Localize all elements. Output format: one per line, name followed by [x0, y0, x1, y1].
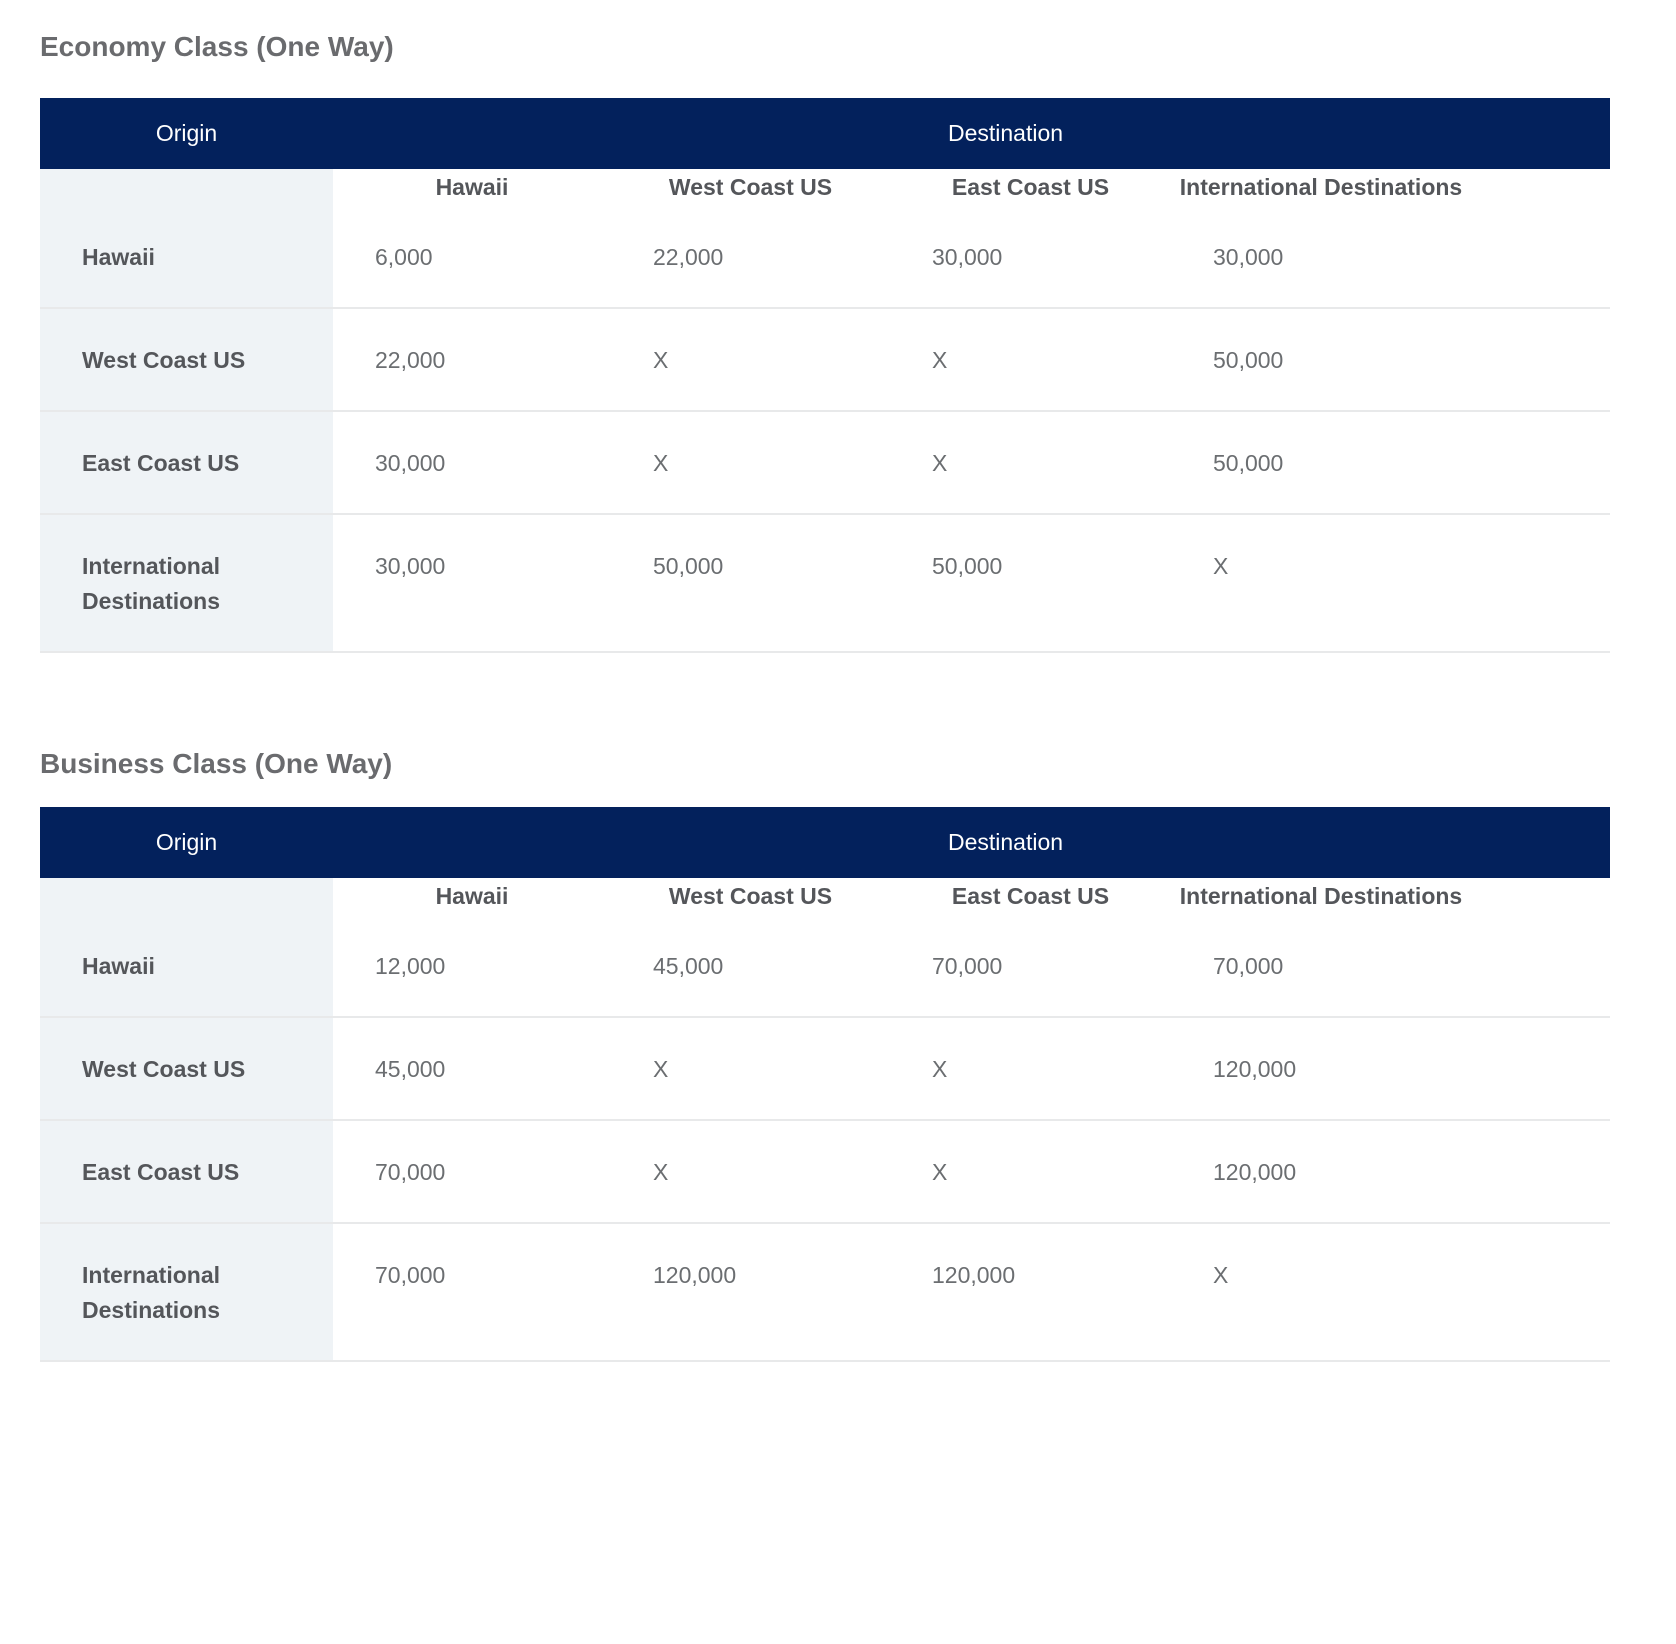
- award-value-cell: 120,000: [611, 1223, 890, 1361]
- column-header-west-coast-us: West Coast US: [668, 174, 833, 200]
- award-value-cell: 6,000: [333, 206, 611, 308]
- table-row: [40, 514, 1610, 652]
- award-value-cell: 50,000: [890, 514, 1171, 652]
- award-value-cell: 120,000: [890, 1223, 1171, 1361]
- award-value-cell: 22,000: [333, 308, 611, 411]
- award-value-cell: 12,000: [333, 915, 611, 1017]
- table-row: [40, 1120, 1610, 1223]
- business-class-table: [40, 807, 1610, 1362]
- destination-header-cell: Destination: [333, 98, 1610, 169]
- award-value-cell: X: [1171, 1223, 1471, 1361]
- spacer-cell: [1471, 1120, 1610, 1223]
- row-label-hawaii: Hawaii: [40, 206, 333, 308]
- spacer-cell: [1471, 878, 1610, 915]
- row-label-east-coast-us: East Coast US: [40, 1120, 333, 1223]
- award-value-cell: 50,000: [611, 514, 890, 652]
- spacer-cell: [1471, 308, 1610, 411]
- row-label-international: International Destinations: [40, 514, 333, 652]
- origin-header-cell: Origin: [40, 807, 333, 878]
- origin-column-spacer: [40, 169, 333, 206]
- row-label-east-coast-us: East Coast US: [40, 411, 333, 514]
- award-value-cell: 22,000: [611, 206, 890, 308]
- row-label-west-coast-us: West Coast US: [40, 308, 333, 411]
- economy-table-title: Economy Class (One Way): [40, 31, 394, 62]
- award-value-cell: 30,000: [1171, 206, 1471, 308]
- award-value-cell: X: [611, 411, 890, 514]
- table-row: [40, 411, 1610, 514]
- spacer-cell: [1471, 1223, 1610, 1361]
- row-label-hawaii: Hawaii: [40, 915, 333, 1017]
- spacer-cell: [1471, 411, 1610, 514]
- row-label-west-coast-us: West Coast US: [40, 1017, 333, 1120]
- column-header-west-coast-us: West Coast US: [668, 883, 833, 909]
- award-value-cell: X: [890, 1120, 1171, 1223]
- award-charts-page: [0, 30, 1676, 1412]
- award-value-cell: 70,000: [333, 1120, 611, 1223]
- award-value-cell: 45,000: [611, 915, 890, 1017]
- award-value-cell: 120,000: [1171, 1017, 1471, 1120]
- table-row: [40, 915, 1610, 1017]
- award-value-cell: X: [890, 308, 1171, 411]
- award-value-cell: X: [611, 1017, 890, 1120]
- spacer-cell: [1471, 1017, 1610, 1120]
- column-header-international: International Destinations: [1179, 883, 1463, 909]
- spacer-cell: [1471, 169, 1610, 206]
- award-value-cell: 70,000: [1171, 915, 1471, 1017]
- column-header-hawaii: Hawaii: [435, 883, 509, 909]
- column-header-east-coast-us: East Coast US: [951, 174, 1110, 200]
- origin-column-spacer: [40, 878, 333, 915]
- award-value-cell: 30,000: [333, 514, 611, 652]
- spacer-cell: [1471, 915, 1610, 1017]
- column-header-row: [40, 878, 1610, 915]
- column-header-international: International Destinations: [1179, 174, 1463, 200]
- spacer-cell: [1471, 206, 1610, 308]
- table-row: [40, 308, 1610, 411]
- table-row: [40, 1017, 1610, 1120]
- award-value-cell: X: [1171, 514, 1471, 652]
- award-value-cell: 120,000: [1171, 1120, 1471, 1223]
- spacer-cell: [1471, 514, 1610, 652]
- award-value-cell: 50,000: [1171, 411, 1471, 514]
- award-value-cell: X: [890, 411, 1171, 514]
- award-value-cell: 30,000: [890, 206, 1171, 308]
- column-header-row: [40, 169, 1610, 206]
- table-row: [40, 1223, 1610, 1361]
- award-value-cell: 45,000: [333, 1017, 611, 1120]
- business-table-title: Business Class (One Way): [40, 748, 393, 779]
- economy-class-table: [40, 98, 1610, 653]
- award-value-cell: 50,000: [1171, 308, 1471, 411]
- table-header-bar: [40, 807, 1610, 878]
- destination-header-cell: Destination: [333, 807, 1610, 878]
- row-label-international: International Destinations: [40, 1223, 333, 1361]
- award-value-cell: X: [611, 1120, 890, 1223]
- award-value-cell: X: [611, 308, 890, 411]
- award-value-cell: 70,000: [890, 915, 1171, 1017]
- table-header-bar: [40, 98, 1610, 169]
- column-header-east-coast-us: East Coast US: [951, 883, 1110, 909]
- table-row: [40, 206, 1610, 308]
- award-value-cell: X: [890, 1017, 1171, 1120]
- origin-header-cell: Origin: [40, 98, 333, 169]
- award-value-cell: 70,000: [333, 1223, 611, 1361]
- column-header-hawaii: Hawaii: [435, 174, 509, 200]
- award-value-cell: 30,000: [333, 411, 611, 514]
